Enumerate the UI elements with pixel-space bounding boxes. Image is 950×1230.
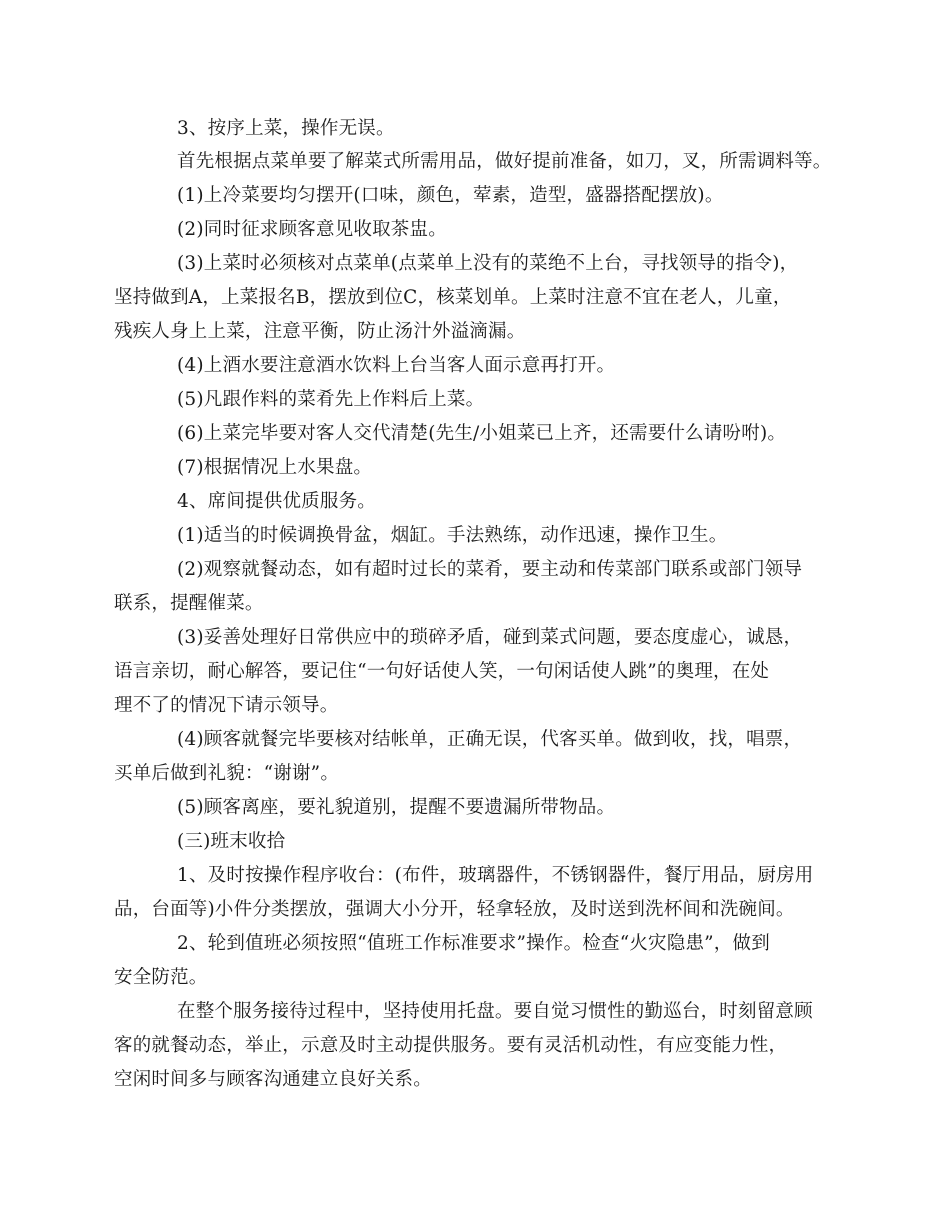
list-item-line: (6)上菜完毕要对客人交代清楚(先生/小姐菜已上齐，还需要什么请吩咐)。 xyxy=(177,423,787,444)
list-item-line: (2)同时征求顾客意见收取茶盅。 xyxy=(177,219,447,240)
continuation-line: 客的就餐动态，举止，示意及时主动提供服务。要有灵活机动性，有应变能力性， xyxy=(114,1035,788,1056)
list-item-line: (5)凡跟作料的菜肴先上作料后上菜。 xyxy=(177,389,485,410)
section-heading-3-end: (三)班末收拾 xyxy=(177,831,286,852)
section-heading-4: 4、席间提供优质服务。 xyxy=(177,491,376,512)
list-item-line: (1)适当的时候调换骨盆，烟缸。手法熟练，动作迅速，操作卫生。 xyxy=(177,525,728,546)
section-heading-3: 3、按序上菜，操作无误。 xyxy=(177,118,395,139)
list-item-line: (2)观察就餐动态，如有超时过长的菜肴，要主动和传菜部门联系或部门领导 xyxy=(177,559,803,580)
continuation-line: 空闲时间多与顾客沟通建立良好关系。 xyxy=(114,1069,432,1090)
continuation-line: 买单后做到礼貌：“谢谢”。 xyxy=(114,763,340,784)
list-item-line: (7)根据情况上水果盘。 xyxy=(177,457,373,478)
continuation-line: 语言亲切，耐心解答，要记住“一句好话使人笑，一句闲话使人跳”的奥理，在处 xyxy=(114,661,770,682)
list-item-line: (4)上酒水要注意酒水饮料上台当客人面示意再打开。 xyxy=(177,355,616,376)
continuation-line: 品，台面等)小件分类摆放，强调大小分开，轻拿轻放，及时送到洗杯间和洗碗间。 xyxy=(114,899,795,920)
continuation-line: 理不了的情况下请示领导。 xyxy=(114,695,339,716)
list-item-line: (3)上菜时必须核对点菜单(点菜单上没有的菜绝不上台，寻找领导的指令)， xyxy=(177,253,799,274)
list-item-line: 2、轮到值班必须按照“值班工作标准要求”操作。检查“火灾隐患”，做到 xyxy=(177,933,770,954)
continuation-line: 坚持做到A，上菜报名B，摆放到位C，核菜划单。上菜时注意不宜在老人，儿童， xyxy=(114,287,792,308)
paragraph-line: 首先根据点菜单要了解菜式所需用品，做好提前准备，如刀，叉，所需调料等。 xyxy=(177,151,832,172)
list-item-line: 1、及时按操作程序收台：(布件，玻璃器件，不锈钢器件，餐厅用品，厨房用 xyxy=(177,865,814,886)
list-item-line: (4)顾客就餐完毕要核对结帐单，正确无误，代客买单。做到收，找，唱票， xyxy=(177,729,803,750)
continuation-line: 安全防范。 xyxy=(114,967,208,988)
continuation-line: 联系，提醒催菜。 xyxy=(114,593,264,614)
paragraph-line: 在整个服务接待过程中，坚持使用托盘。要自觉习惯性的勤巡台，时刻留意顾 xyxy=(177,1001,813,1022)
list-item-line: (1)上冷菜要均匀摆开(口味，颜色，荤素，造型，盛器搭配摆放)。 xyxy=(177,185,724,206)
list-item-line: (5)顾客离座，要礼貌道别，提醒不要遗漏所带物品。 xyxy=(177,797,616,818)
list-item-line: (3)妥善处理好日常供应中的琐碎矛盾，碰到菜式问题，要态度虚心，诚恳， xyxy=(177,627,803,648)
continuation-line: 残疾人身上上菜，注意平衡，防止汤汁外溢滴漏。 xyxy=(114,321,526,342)
